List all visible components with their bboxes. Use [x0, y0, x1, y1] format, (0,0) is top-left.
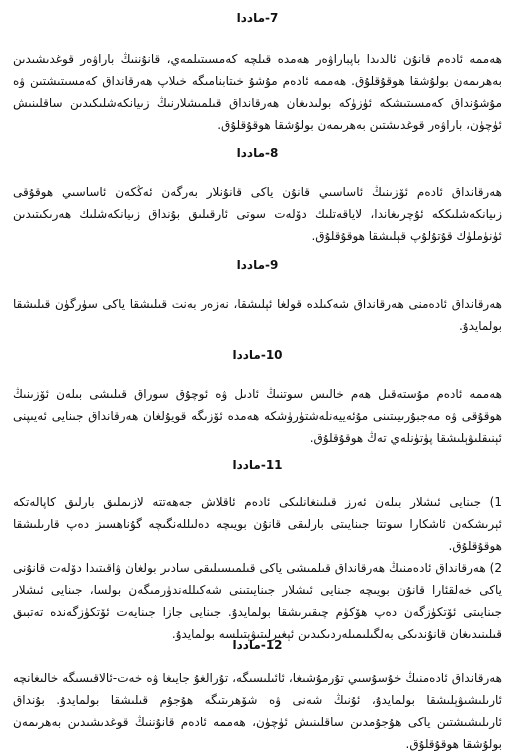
article-7 — [0, 10, 515, 136]
article-paragraph — [13, 667, 502, 755]
paragraph-text: ھەممە ئادەم مۇستەقىل ھەم خالىس سوتنىڭ ئادىل ۋە ئوچۇق سوراق قىلىشى بىلەن ئۆزىنىڭ ھوقۇقى ۋە مەجبۇرىيىتىنى مۇئەييەنلەشتۈرۈشكە ھەمدە ئۆزىگە قويۇلغان ھەرقانداق جىنايى ئەيىپنى ئېنىقلىۋېلىشقا پۈتۈنلەي تەڭ ھوقۇقلۇق. — [13, 387, 502, 445]
article-8 — [0, 145, 515, 247]
article-paragraph — [13, 181, 502, 247]
article-heading: 7-ماددا — [236, 11, 279, 25]
article-paragraph — [13, 48, 502, 136]
paragraph-text: ھەرقانداق ئادەم ئۆزىنىڭ ئاساسىي قانۇن ياكى قانۇنلار بەرگەن ئەڭكەن ئاساسىي ھوقۇقى زىيانكەشلىككە ئۇچرىغاندا، لاياقەتلىك دۆلەت سوتى ئارقىلىق بۇنداق زىيانكەشلىك ھەرىكىتىدىن ئۈنۈملۈك قۇتۇلۇپ قېلىشقا ھوقۇقلۇق. — [13, 185, 502, 243]
article-10 — [0, 347, 515, 449]
article-heading: 9-ماددا — [236, 258, 279, 272]
paragraph-text: ھەرقانداق ئادەمنى ھەرقانداق شەكىلدە قولغا ئېلىشقا، نەزەر بەنت قىلىشقا ياكى سۈرگۈن قىلىشقا بولمايدۇ. — [13, 297, 502, 333]
article-paragraph — [13, 383, 502, 449]
article-paragraph — [13, 557, 502, 645]
article-paragraph — [13, 293, 502, 337]
article-heading: 8-ماددا — [236, 146, 279, 160]
paragraph-text: 1) جىنايى ئىشلار بىلەن ئەرز قىلىنغانلىكى ئادەم ئاقلاش جەھەتتە لازىملىق بارلىق كاپالەتكە ئېرىشكەن ئاشكارا سوتتا جىنايىتى بارلىقى قانۇن بويىچە دەلىللەنگىچە گۇناھسىز دەپ قارىلىشقا ھوقۇقلۇق. — [13, 495, 502, 553]
paragraph-text: ھەرقانداق ئادەمنىڭ خۇسۇسىي تۇرمۇشىغا، ئائىلىسىگە، تۇرالغۇ جايىغا ۋە خەت-ئالاقىسىگە خالىغانچە ئارىلىشىۋېلىشقا بولمايدۇ، ئۇنىڭ شەنى ۋە شۆھرىتىگە ھۇجۇم قىلىشقا بولمايدۇ. بۇنداق ئارىلىشىشتىن ياكى ھۇجۇمدىن ساقلىنىش ئۈچۈن، ھەممە ئادەم قانۇننىڭ قوغدىشىدىن بەھرىمەن بولۇشقا ھوقۇقلۇق. — [13, 671, 502, 751]
article-12 — [0, 637, 515, 755]
article-9 — [0, 257, 515, 337]
article-11 — [0, 457, 515, 645]
article-heading: 11-ماددا — [232, 458, 283, 472]
paragraph-text: ھەممە ئادەم قانۇن ئالدىدا باپباراۋەر ھەمدە قىلچە كەمسىتىلمەي، قانۇننىڭ باراۋەر قوغدىشىدىن بەھرىمەن بولۇشقا ھوقۇقلۇق. ھەممە ئادەم مۇشۇ خىتابنامىگە خىلاپ ھەرقانداق كەمسىتىشتىن ۋە مۇشۇنداق كەمسىتىشكە ئۈزۈكە بولىدىغان ھەرقانداق قىلمىشلارنىڭ زىيانكەشلىكىدىن ساقلىنىش ئۈچۈن، باراۋەر قوغدىشتىن بەھرىمەن بولۇشقا ھوقۇقلۇق. — [13, 52, 502, 132]
paragraph-text: 2) ھەرقانداق ئادەمنىڭ ھەرقانداق قىلمىشى ياكى قىلمىسىلىقى سادىر بولغان ۋاقىتىدا دۆلەت قانۇنى ياكى خەلقئارا قانۇن بويىچە جىنايى ئىشلار جىنايىتىنى شەكىللەندۈرمىگەن بولسا، جىنايى ئىشلار جىنايىتى ئۆتكۈزگەن دەپ ھۆكۈم چىقىرىشقا بولمايدۇ. جىنايى جازا جىنايەت ئۆتكۈزگەندە تەتبىق قىلىنىدىغان قانۇندىكى بەلگىلىمىلەردىكىدىن ئېغىرلىتىۋېتىلسە بولمايدۇ. — [13, 561, 502, 641]
article-paragraph — [13, 491, 502, 557]
article-heading: 10-ماددا — [232, 348, 283, 362]
article-heading: 12-ماددا — [232, 638, 283, 652]
